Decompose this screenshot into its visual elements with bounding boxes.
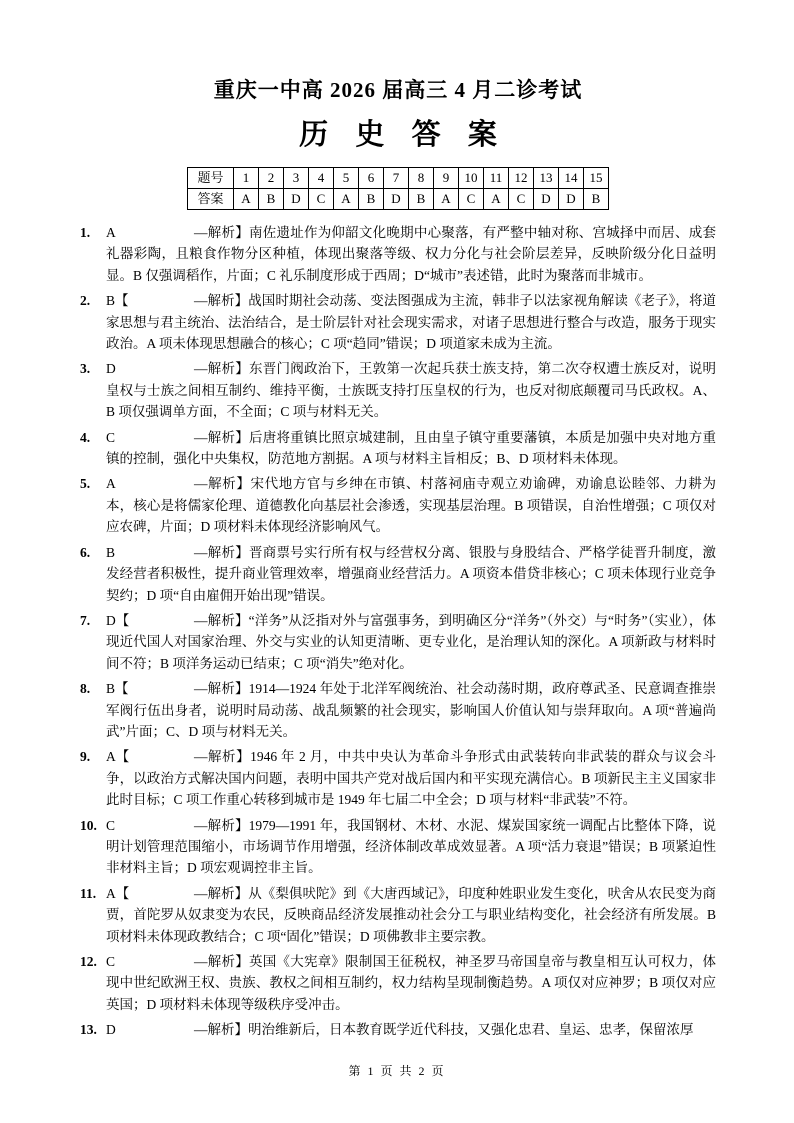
explanation-item — [80, 746, 716, 810]
item-text: —解析】1979—1991 年，我国钢材、木材、水泥、煤炭国家统一调配占比整体下降，说明计划管理范围缩小，市场调节作用增强，经济体制改革成效显著。A 项“活力衰退”错误；B 项紧迫性非材料主旨；D 项宏观调控非主旨。 — [106, 817, 716, 876]
item-answer: B【 — [106, 293, 129, 309]
explanation-item — [80, 358, 716, 422]
page-title: 重庆一中高 2026 届高三 4 月二诊考试 — [213, 78, 583, 102]
item-number: 9. — [80, 749, 91, 765]
answer-cell: B — [584, 189, 609, 210]
item-text: —解析】英国《大宪章》限制国王征税权，神圣罗马帝国皇帝与教皇相互认可权力，体现中世纪欧洲王权、贵族、教权之间相互制约，权力结构呈现制衡趋势。A 项仅对应神罗；B 项仅对应英国；D 项材料未体现等级秩序受冲击。 — [106, 954, 716, 1012]
explanation-item — [80, 815, 716, 879]
answer-table — [187, 167, 609, 210]
question-number-cell: 3 — [284, 168, 309, 189]
item-text: —解析】战国时期社会动荡、变法图强成为主流，韩非子以法家视角解读《老子》，将道家思想与君主统治、法治结合，是士阶层针对社会现实需求，对诸子思想进行整合与改造，服务于现实政治。A 项未体现思想融合的核心；C 项“趋同”错误；D 项道家未成为主流。 — [106, 293, 716, 352]
item-text: —解析】“洋务”从泛指对外与富强事务，到明确区分“洋务”（外交）与“时务”（实业），体现近代国人对国家治理、外交与实业的认知更清晰、更专业化，是治理认知的深化。A 项新政与材料时间不符；B 项洋务运动已结束；C 项“消失”绝对化。 — [106, 612, 716, 671]
item-number: 5. — [80, 476, 91, 492]
item-answer: A【 — [106, 885, 130, 901]
item-number: 10. — [80, 817, 97, 833]
answer-cell: A — [484, 189, 509, 210]
item-text: —解析】晋商票号实行所有权与经营权分离、银股与身股结合、严格学徒晋升制度，激发经营者积极性，提升商业管理效率，增强商业经营活力。A 项资本借贷非核心；C 项未体现行业竞争契约；D 项“自由雇佣开始出现”错误。 — [106, 544, 716, 603]
item-answer: D — [106, 1022, 116, 1038]
item-answer: A【 — [106, 749, 130, 765]
explanation-item — [80, 427, 716, 470]
item-number: 3. — [80, 361, 91, 377]
question-number-cells — [234, 168, 609, 189]
answer-cell: A — [434, 189, 459, 210]
question-number-cell: 15 — [584, 168, 609, 189]
subject-title: 历 史 答 案 — [299, 119, 507, 151]
item-text: —解析】明治维新后，日本教育既学近代科技，又强化忠君、皇运、忠孝，保留浓厚 — [194, 1022, 694, 1038]
item-answer: C — [106, 817, 116, 833]
item-text: —解析】后唐将重镇比照京城建制，且由皇子镇守重要藩镇，本质是加强中央对地方重镇的控制，强化中央集权，防范地方割据。A 项与材料主旨相反；B、D 项材料未体现。 — [106, 429, 716, 467]
explanation-item — [80, 473, 716, 537]
item-text: —解析】宋代地方官与乡绅在市镇、村落祠庙寺观立劝谕碑，劝谕息讼睦邻、力耕为本，核心是将儒家伦理、道德教化向基层社会渗透，实现基层治理。B 项错误，自治性增强；C 项仅对应农碑，片面；D 项材料未体现经济影响风气。 — [106, 476, 716, 535]
item-number: 7. — [80, 612, 91, 628]
answer-cell: B — [359, 189, 384, 210]
item-answer: D — [106, 361, 116, 377]
item-number: 1. — [80, 225, 91, 240]
item-number: 8. — [80, 681, 91, 697]
explanation-item — [80, 222, 716, 286]
explanation-item — [80, 678, 716, 742]
item-answer: C — [106, 954, 116, 969]
item-answer: B — [106, 544, 116, 560]
item-text: —解析】1914—1924 年处于北洋军阀统治、社会动荡时期，政府尊武圣、民意调查推崇军阀行伍出身者，说明时局动荡、战乱频繁的社会现实，影响国人价值认知与崇拜取向。A 项“普遍尚武”片面；C、D 项与材料无关。 — [106, 681, 716, 739]
explanation-item — [80, 1019, 716, 1040]
item-answer: A — [106, 225, 116, 240]
answer-cells — [234, 189, 609, 210]
answer-cell: A — [334, 189, 359, 210]
item-text: —解析】1946 年 2 月，中共中央认为革命斗争形式由武装转向非武装的群众与议会斗争，以政治方式解决国内问题，表明中国共产党对战后国内和平实现充满信心。B 项新民主主义国家非此时目标；C 项工作重心转移到城市是 1949 年七届二中全会；D 项与材料“非武装”不符。 — [106, 749, 716, 808]
item-text: —解析】东晋门阀政治下，王敦第一次起兵获士族支持，第二次夺权遭士族反对，说明皇权与士族之间相互制约、维持平衡，士族既支持打压皇权的行为，也反对彻底颠覆司马氏政权。A、B 项仅强调单方面，不全面；C 项与材料无关。 — [106, 361, 716, 420]
item-number: 13. — [80, 1022, 97, 1038]
item-number: 2. — [80, 293, 91, 309]
question-number-cell: 12 — [509, 168, 534, 189]
explanation-item — [80, 951, 716, 1015]
question-number-row — [188, 168, 609, 189]
answer-cell: C — [309, 189, 334, 210]
explanation-item — [80, 610, 716, 674]
answer-cell: D — [559, 189, 584, 210]
item-answer: A — [106, 476, 116, 492]
page-footer: 第 1 页 共 2 页 — [348, 1064, 446, 1078]
question-number-cell: 7 — [384, 168, 409, 189]
item-text: —解析】从《梨俱吠陀》到《大唐西域记》，印度种姓职业发生变化，吠舍从农民变为商贾，首陀罗从奴隶变为农民，反映商品经济发展推动社会分工与职业结构变化，社会经济有所发展。B 项材料未体现政教结合；C 项“固化”错误；D 项佛教非主要宗教。 — [106, 885, 716, 944]
question-number-cell: 13 — [534, 168, 559, 189]
item-text: —解析】南佐遗址作为仰韶文化晚期中心聚落，有严整中轴对称、宫城择中而居、成套礼器彩陶，且粮食作物分区种植，体现出聚落等级、权力分化与社会阶层差异，反映阶级分化日益明显。B 仅强调稻作，片面；C 礼乐制度形成于西周；D“城市”表述错，此时为聚落而非城市。 — [106, 225, 716, 283]
item-answer: C — [106, 429, 116, 445]
question-header-cell: 题号 — [188, 168, 234, 189]
explanation-item — [80, 542, 716, 606]
item-number: 6. — [80, 544, 91, 560]
item-answer: D【 — [106, 612, 130, 628]
item-number: 11. — [80, 885, 97, 901]
question-number-cell: 9 — [434, 168, 459, 189]
answer-table-wrap — [80, 167, 716, 210]
answer-cell: D — [284, 189, 309, 210]
answer-cell: A — [234, 189, 259, 210]
answer-cell: D — [534, 189, 559, 210]
question-number-cell: 14 — [559, 168, 584, 189]
answer-row — [188, 189, 609, 210]
answer-cell: C — [459, 189, 484, 210]
answer-header-cell: 答案 — [188, 189, 234, 210]
answer-cell: B — [409, 189, 434, 210]
question-number-cell: 8 — [409, 168, 434, 189]
question-number-cell: 10 — [459, 168, 484, 189]
question-number-cell: 11 — [484, 168, 509, 189]
explanation-list — [80, 222, 716, 1041]
question-number-cell: 5 — [334, 168, 359, 189]
answer-cell: B — [259, 189, 284, 210]
question-number-cell: 2 — [259, 168, 284, 189]
answer-cell: D — [384, 189, 409, 210]
item-number: 12. — [80, 954, 97, 969]
explanation-item — [80, 883, 716, 947]
answer-cell: C — [509, 189, 534, 210]
question-number-cell: 1 — [234, 168, 259, 189]
explanation-item — [80, 290, 716, 354]
question-number-cell: 6 — [359, 168, 384, 189]
question-number-cell: 4 — [309, 168, 334, 189]
item-answer: B【 — [106, 681, 129, 697]
item-number: 4. — [80, 429, 91, 445]
